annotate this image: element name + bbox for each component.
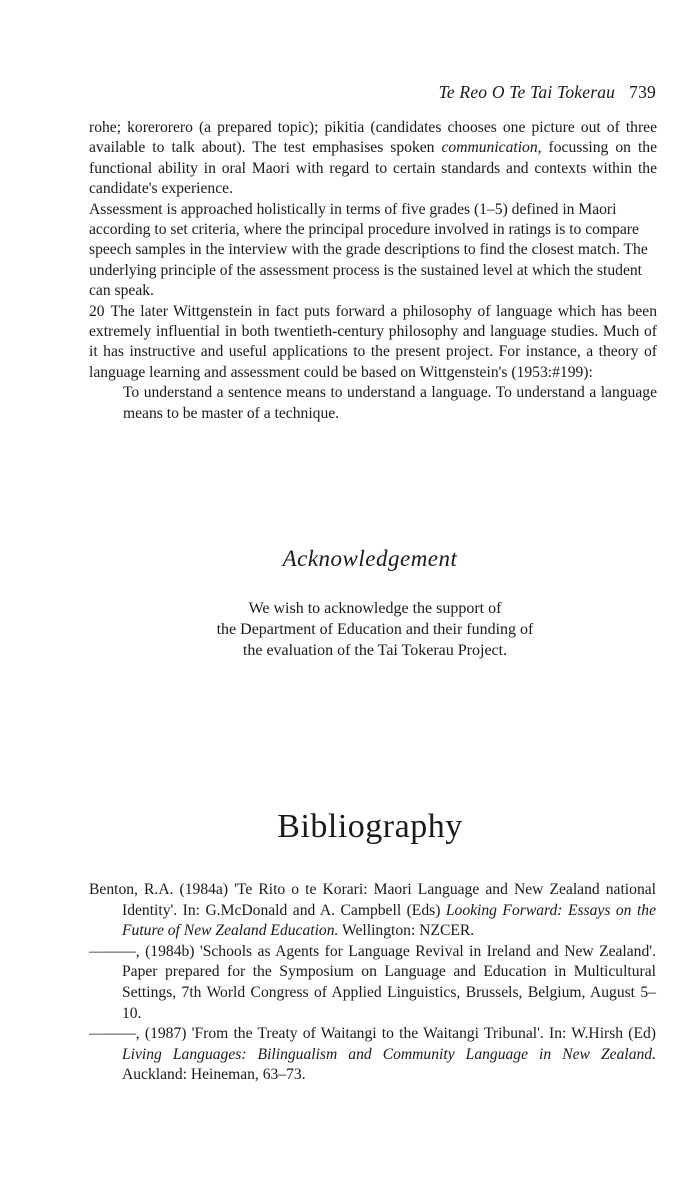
running-title: Te Reo O Te Tai Tokerau bbox=[438, 82, 616, 102]
note-20 bbox=[89, 302, 657, 384]
running-head bbox=[439, 82, 656, 103]
wittgenstein-quote: To understand a sentence means to understand a language. To understand a language means to be master of a technique. bbox=[123, 384, 657, 422]
acknowledgement-heading: Acknowledgement bbox=[282, 546, 458, 571]
acknowledgement-line: the evaluation of the Tai Tokerau Project. bbox=[242, 642, 508, 659]
acknowledgement-text bbox=[0, 598, 700, 661]
acknowledgement-line: the Department of Education and their funding of bbox=[216, 621, 534, 638]
emphasis-communication: communication, bbox=[441, 139, 542, 157]
bibliography-heading: Bibliography bbox=[277, 808, 463, 845]
note-paragraph-2: Assessment is approached holistically in terms of five grades (1–5) defined in Maori according to set criteria, where the principal procedure involved in ratings is to compare speech samples in the interview with the grade descriptions to find the closest match. The underlying principle of the assessment process is the sustained level at which the student can speak. bbox=[89, 200, 648, 300]
endnotes bbox=[89, 118, 657, 424]
note-number: 20 bbox=[89, 302, 105, 320]
bibliography-entry: ———, (1987) 'From the Treaty of Waitangi to the Waitangi Tribunal'. In: W.Hirsh (Ed) Living Languages: Bilingualism and Community Language in New Zealand. Auckland: Heineman, 63–73. bbox=[89, 1025, 656, 1084]
page-number: 739 bbox=[629, 82, 656, 102]
bibliography-entry: Benton, R.A. (1984a) 'Te Rito o te Korari: Maori Language and New Zealand national Identity'. In: G.McDonald and A. Campbell (Eds) Looking Forward: Essays on the Future of New Zealand Education. Wellington: NZCER. bbox=[89, 881, 656, 940]
bibliography-list bbox=[89, 880, 656, 1086]
note-paragraph-1: rohe; korerorero (a prepared topic); pikitia (candidates chooses one picture out of three available to talk about). The test emphasises spoken communication, focussing on the functional ability in oral Maori with regard to certain standards and contexts within the candidate's experience. bbox=[89, 119, 657, 198]
note-20-text: The later Wittgenstein in fact puts forward a philosophy of language which has been extremely influential in both twentieth-century philosophy and language studies. Much of it has instructive and useful applications to the present project. For instance, a theory of language learning and assessment could be based on Wittgenstein's (1953:#199): bbox=[89, 302, 657, 381]
bibliography-entry: ———, (1984b) 'Schools as Agents for Language Revival in Ireland and New Zealand'. Paper prepared for the Symposium on Language and Education in Multicultural Settings, 7th World Congress of Applied Linguistics, Brussels, Belgium, August 5–10. bbox=[89, 942, 656, 1022]
acknowledgement-line: We wish to acknowledge the support of bbox=[248, 600, 502, 617]
